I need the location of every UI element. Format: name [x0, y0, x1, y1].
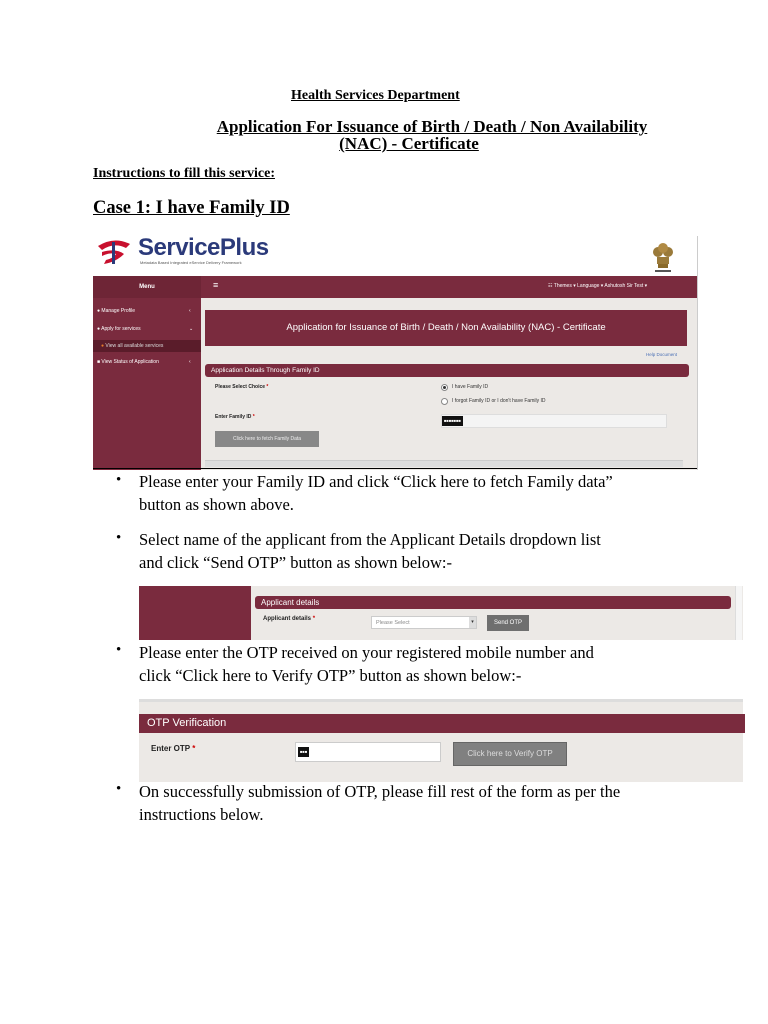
otp-verification-screenshot: [139, 699, 743, 782]
applicant-select-value: Please Select: [376, 620, 410, 626]
send-otp-button[interactable]: Send OTP: [487, 615, 529, 631]
radio-have-family-id-label: I have Family ID: [452, 384, 489, 390]
bullet-1-text: [139, 470, 699, 516]
sidebar-item-view-services[interactable]: ● View all available services: [101, 343, 164, 349]
menu-header[interactable]: Menu: [93, 276, 201, 298]
family-id-input[interactable]: [441, 414, 667, 428]
bullet-3-line-1: Please enter the OTP received on your registered mobile number and: [139, 643, 594, 662]
bullet-2-text: [139, 528, 699, 574]
title-line-1: Application For Issuance of Birth / Death / Non Availability: [216, 117, 648, 136]
document-title: [0, 118, 768, 152]
otp-masked-value: ■■■: [298, 747, 309, 757]
chevron-down-icon: ▾: [469, 617, 476, 628]
family-id-panel-header: Application Details Through Family ID: [205, 364, 689, 377]
family-id-label: Enter Family ID *: [215, 414, 255, 420]
bullet-3-text: [139, 641, 699, 687]
otp-verification-header: OTP Verification: [139, 714, 745, 733]
fetch-family-data-button[interactable]: Click here to fetch Family Data: [215, 431, 319, 447]
sidebar-item-manage-profile[interactable]: ● Manage Profile ‹: [97, 308, 191, 314]
screenshot-divider: [93, 468, 697, 469]
serviceplus-screenshot: [93, 236, 698, 470]
hamburger-icon[interactable]: ≡: [213, 280, 219, 290]
bullet-4-line-2: instructions below.: [139, 805, 264, 824]
bullet-1-line-2: button as shown above.: [139, 495, 294, 514]
service-title-banner: Application for Issuance of Birth / Death / Non Availability (NAC) - Certificate: [205, 310, 687, 346]
serviceplus-logo-text: ServicePlus: [138, 234, 269, 261]
applicant-details-label: Applicant details *: [263, 616, 316, 622]
topbar-user-menu[interactable]: ☷ Themes ▾ Language ▾ Ashutosh Sir Test ▾: [548, 283, 648, 289]
bullet-2-line-1: Select name of the applicant from the Applicant Details dropdown list: [139, 530, 601, 549]
bullet-3-glyph: •: [116, 642, 122, 658]
serviceplus-tagline: Metadata Based Integrated eService Delivery Framework: [140, 260, 242, 265]
verify-otp-button[interactable]: Click here to Verify OTP: [453, 742, 567, 766]
sidebar-item-apply-services[interactable]: ● Apply for services ⌄: [97, 326, 194, 332]
title-line-2: (NAC) - Certificate: [339, 134, 479, 153]
applicant-details-header: Applicant details: [255, 596, 731, 609]
bullet-1-glyph: •: [116, 472, 122, 488]
applicant-select[interactable]: [371, 616, 477, 629]
bullet-4-glyph: •: [116, 781, 122, 797]
family-id-masked-value: ■■■■■■■: [442, 416, 463, 426]
case-heading: Case 1: I have Family ID: [93, 198, 290, 218]
radio-have-family-id[interactable]: [441, 384, 448, 391]
serviceplus-logo-icon: [96, 236, 132, 266]
national-emblem-icon: [649, 238, 677, 278]
enter-otp-label: Enter OTP *: [151, 744, 196, 753]
bullet-4-line-1: On successfully submission of OTP, please fill rest of the form as per the: [139, 782, 621, 801]
next-panel-edge: [205, 460, 683, 467]
choice-label: Please Select Choice *: [215, 384, 269, 390]
department-heading: Health Services Department: [291, 88, 460, 103]
scrollbar[interactable]: [735, 586, 742, 640]
applicant-details-screenshot: [139, 586, 743, 640]
sidebar-item-view-status[interactable]: ■ View Status of Application ‹: [97, 359, 191, 365]
instructions-heading: Instructions to fill this service:: [93, 166, 275, 181]
bullet-2-line-2: and click “Send OTP” button as shown below:-: [139, 553, 452, 572]
bullet-1-line-1: Please enter your Family ID and click “Click here to fetch Family data”: [139, 472, 613, 491]
bullet-3-line-2: click “Click here to Verify OTP” button as shown below:-: [139, 666, 522, 685]
otp-input[interactable]: [295, 742, 441, 762]
radio-no-family-id[interactable]: [441, 398, 448, 405]
help-document-link[interactable]: Help Document: [646, 352, 678, 357]
sidebar-fragment: [139, 586, 251, 640]
radio-no-family-id-label: I forgot Family ID or I don't have Family ID: [452, 398, 546, 404]
sidebar: [93, 298, 201, 470]
bullet-4-text: [139, 780, 699, 826]
bullet-2-glyph: •: [116, 530, 122, 546]
